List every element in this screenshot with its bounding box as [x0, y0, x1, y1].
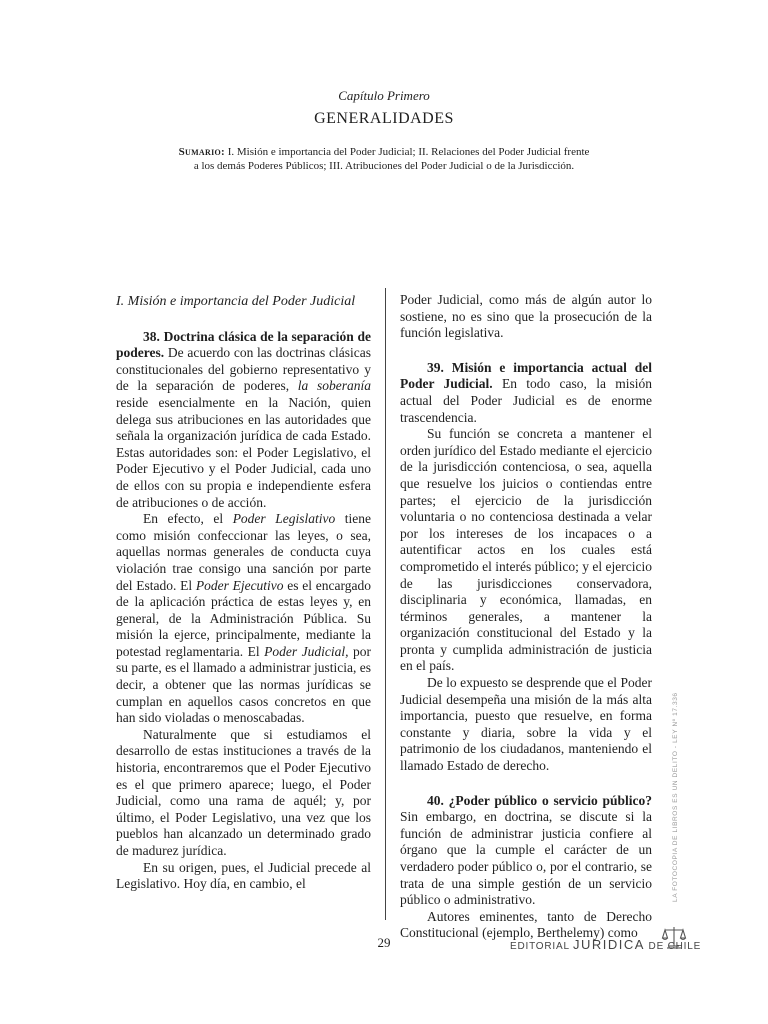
powers-emphasis-executive: Poder Ejecutivo	[195, 577, 284, 593]
paragraph-39	[400, 360, 652, 426]
powers-text-b: tiene como misión confeccionar las leyes, o sea, aquellas normas generales de conducta cuya violación trae consigo una sanción por parte del Estado. El	[116, 511, 371, 593]
powers-text-d: por su parte, es el llamado a administrar justicia, es decir, a obtener que las normas jurídicas se cumplan en aquellos casos concretos en que han sido violadas o menoscabadas.	[116, 643, 371, 726]
paragraph-function: Su función se concreta a mantener el orden jurídico del Estado mediante el ejercicio de la jurisdicción contenciosa, o sea, aquella que resuelve los juicios o contiendas entre partes; el ejercicio de la jurisdicción voluntaria o no contenciosa destinada a velar por los intereses de los incapaces o a autentificar actos en los cuales está comprometido el interés público; y el ejercicio de las jurisdicciones conservadora, disciplinaria y económica, llamadas, en términos generales, a mantener la organización constitucional del Estado y la pronta y cumplida administración de justicia en el país.	[400, 426, 652, 674]
page-number: 29	[377, 935, 391, 950]
right-column	[400, 292, 652, 942]
paragraph-38-title: 38. Doctrina clásica de la separación de poderes.	[116, 328, 371, 361]
copyright-notice: LA FOTOCOPIA DE LIBROS ES UN DELITO - LEY Nº 17.336	[672, 692, 679, 902]
paragraph-40	[400, 793, 652, 909]
chapter-label: Capítulo Primero	[338, 88, 430, 103]
paragraph-authors: Autores eminentes, tanto de Derecho Constitucional (ejemplo, Berthelemy) como	[400, 908, 652, 941]
paragraph-40-text: Sin embargo, en doctrina, se discute si la función de administrar justicia confiere al órgano que la cumple el carácter de un verdadero poder público o, por el contrario, se trata de una simple gestión de un servicio público o administrativo.	[400, 809, 652, 908]
paragraph-importance: De lo expuesto se desprende que el Poder Judicial desempeña una misión de la más alta importancia, puesto que resuelve, en forma constante y diaria, sobre la vida y el patrimonio de los ciudadanos, manteniendo el llamado Estado de derecho.	[400, 675, 652, 774]
powers-text-c: es el encargado de la aplicación práctica de estas leyes y, en general, de la Administración Pública. Su misión la ejerce, principalmente, mediante la potestad reglamentaria. El	[116, 577, 372, 659]
paragraph-continuation: Poder Judicial, como más de algún autor lo sostiene, no es sino que la prosecución de la función legislativa.	[400, 292, 652, 341]
paragraph-history: Naturalmente que si estudiamos el desarrollo de estas instituciones a través de la historia, encontraremos que el Poder Ejecutivo es el que primero aparece; luego, el Poder Judicial, como una rama de aquél; y, por último, el Poder Legislativo, una vez que los pueblos han alcanzado un determinado grado de madurez jurídica.	[116, 726, 371, 858]
section-heading: I. Misión e importancia del Poder Judicial	[116, 294, 356, 309]
paragraph-38	[116, 329, 371, 512]
paragraph-38-text-b: reside esencialmente en la Nación, quien delega sus atribuciones en las autoridades que señala la organización jurídica de cada Estado. Estas autoridades son: el Poder Legislativo, el Poder Ejecutivo y el Poder Judicial, cada uno de ellos con su propia e independiente esfera de atribuciones o de acción.	[116, 394, 371, 510]
publisher-name: JURIDICA	[573, 937, 645, 952]
paragraph-38-text-a: De acuerdo con las doctrinas clásicas constitucionales del gobierno representativo y de la separación de poderes,	[116, 345, 371, 394]
powers-emphasis-judicial: Poder Judicial,	[264, 643, 349, 659]
powers-text-a: En efecto, el	[143, 511, 233, 527]
powers-emphasis-legislative: Poder Legislativo	[232, 511, 336, 527]
paragraph-powers	[116, 511, 371, 727]
scales-of-justice-icon	[661, 924, 687, 950]
publisher-prefix: EDITORIAL	[510, 941, 574, 952]
left-column	[116, 292, 371, 893]
column-divider	[385, 288, 386, 920]
paragraph-39-text: En todo caso, la misión actual del Poder Judicial es de enorme trascendencia.	[400, 376, 652, 425]
paragraph-origin: En su origen, pues, el Judicial precede al Legislativo. Hoy día, en cambio, el	[116, 859, 371, 892]
paragraph-39-title: 39. Misión e importancia actual del Poder Judicial.	[400, 359, 652, 392]
chapter-title: GENERALIDADES	[314, 110, 454, 127]
paragraph-40-title: 40. ¿Poder público o servicio público?	[427, 792, 652, 808]
paragraph-38-emphasis: la soberanía	[297, 378, 371, 394]
summary-label: Sumario:	[178, 146, 225, 158]
publisher-suffix: DE CHILE	[644, 941, 702, 952]
summary-text: I. Misión e importancia del Poder Judicial; II. Relaciones del Poder Judicial frente a los demás Poderes Públicos; III. Atribuciones del Poder Judicial o de la Jurisdicción.	[193, 146, 590, 172]
chapter-summary	[178, 146, 590, 173]
